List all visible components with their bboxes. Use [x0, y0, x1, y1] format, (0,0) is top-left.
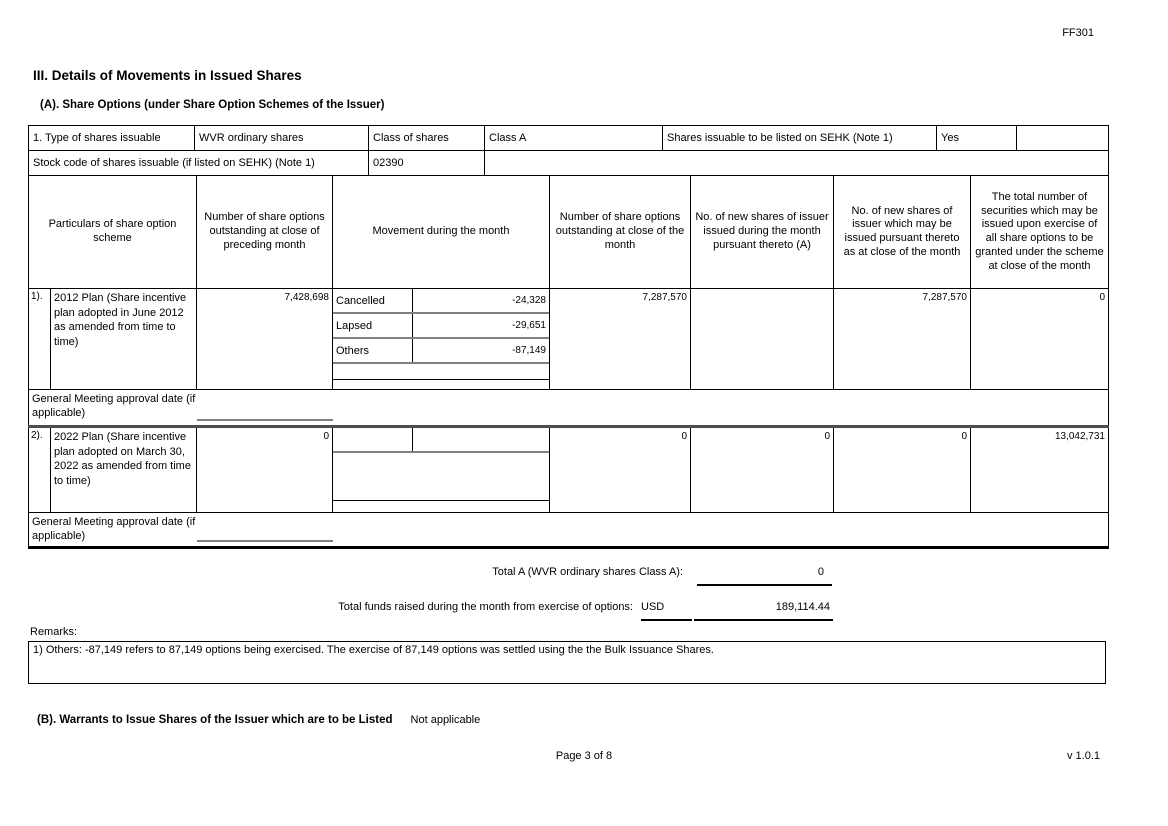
row2-index: 2). [29, 427, 51, 513]
movement-value-others: -87,149 [412, 338, 549, 363]
row1-movement-cell [333, 289, 550, 390]
gm-approval-cell-2 [29, 513, 1109, 548]
header-outstanding-close: Number of share options outstanding at close of the month [550, 176, 691, 289]
subsection-a-title: (A). Share Options (under Share Option Schemes of the Issuer) [40, 99, 385, 111]
row1-scheme-name: 2012 Plan (Share incentive plan adopted in June 2012 as amended from time to time) [51, 289, 197, 390]
total-funds-currency: USD [641, 598, 692, 621]
row1-new-shares-may-issue: 7,287,570 [834, 289, 971, 390]
sehk-listed-label: Shares issuable to be listed on SEHK (Note 1) [663, 126, 937, 151]
gm-approval-blank-line-2 [197, 540, 333, 542]
class-of-shares-label: Class of shares [369, 126, 485, 151]
header-movement: Movement during the month [333, 176, 550, 289]
header-total-securities: The total number of securities which may be issued upon exercise of all share options to be granted under the scheme at close of the month [971, 176, 1109, 289]
scheme-row-2022-plan [29, 427, 1109, 513]
remarks-text: 1) Others: -87,149 refers to 87,149 options being exercised. The exercise of 87,149 options was settled using the the Bulk Issuance Shares. [33, 644, 714, 656]
gm-approval-cell-1 [29, 390, 1109, 427]
row2-total-securities: 13,042,731 [971, 427, 1109, 513]
row2-outstanding-close: 0 [550, 427, 691, 513]
total-funds-amount: 189,114.44 [694, 598, 833, 621]
row2-movement-type-empty [333, 428, 412, 452]
row2-movement-row-empty [333, 428, 549, 452]
total-a-value: 0 [697, 563, 832, 586]
share-issuable-info-table [28, 125, 1109, 176]
movement-value-cancelled: -24,328 [412, 289, 549, 313]
gm-approval-row-2 [29, 513, 1109, 548]
movement-row-cancelled [333, 289, 549, 313]
stock-code-value: 02390 [369, 151, 485, 176]
row2-outstanding-preceding: 0 [197, 427, 333, 513]
movement-type-lapsed: Lapsed [333, 313, 412, 338]
gm-approval-row-1 [29, 390, 1109, 427]
row2-scheme-name: 2022 Plan (Share incentive plan adopted on March 30, 2022 as amended from time to time) [51, 427, 197, 513]
row2-movement-value-empty [412, 428, 549, 452]
info-empty-cell [1017, 126, 1109, 151]
form-code: FF301 [1062, 27, 1094, 39]
class-of-shares-value: Class A [485, 126, 663, 151]
subsection-b-line [37, 714, 480, 726]
row2-new-shares-issued: 0 [691, 427, 834, 513]
row2-movement-subtable [333, 428, 549, 501]
row2-movement-cell [333, 427, 550, 513]
header-new-shares-issued: No. of new shares of issuer issued during the month pursuant thereto (A) [691, 176, 834, 289]
subsection-b-value: Not applicable [410, 714, 481, 726]
row1-outstanding-close: 7,287,570 [550, 289, 691, 390]
share-options-table [28, 175, 1109, 549]
row1-total-securities: 0 [971, 289, 1109, 390]
movement-value-lapsed: -29,651 [412, 313, 549, 338]
movement-type-cancelled: Cancelled [333, 289, 412, 313]
scheme-row-2012-plan [29, 289, 1109, 390]
row1-movement-subtable [333, 289, 549, 380]
remarks-box [28, 641, 1106, 684]
gm-approval-label-2: General Meeting approval date (if applicable) [32, 516, 196, 543]
header-particulars: Particulars of share option scheme [29, 176, 197, 289]
options-header-row [29, 176, 1109, 289]
movement-row-lapsed [333, 313, 549, 338]
header-new-shares-may-issue: No. of new shares of issuer which may be issued pursuant thereto as at close of the month [834, 176, 971, 289]
row1-index: 1). [29, 289, 51, 390]
remarks-label: Remarks: [30, 626, 78, 638]
page-number: Page 3 of 8 [555, 750, 613, 762]
row1-new-shares-issued [691, 289, 834, 390]
form-version: v 1.0.1 [1066, 750, 1100, 762]
section-title: III. Details of Movements in Issued Shares [33, 68, 302, 83]
stock-code-empty-cell [485, 151, 1109, 176]
total-a-label: Total A (WVR ordinary shares Class A): [492, 566, 683, 578]
movement-blank-cell [333, 363, 549, 380]
stock-code-label: Stock code of shares issuable (if listed on SEHK) (Note 1) [29, 151, 369, 176]
row2-movement-blank-cell [333, 452, 549, 501]
movement-row-others [333, 338, 549, 363]
info-row-stock-code [29, 151, 1109, 176]
row2-movement-row-blank [333, 452, 549, 501]
subsection-b-title: (B). Warrants to Issue Shares of the Issuer which are to be Listed [37, 714, 393, 726]
type-of-shares-label: 1. Type of shares issuable [29, 126, 195, 151]
movement-type-others: Others [333, 338, 412, 363]
movement-row-blank [333, 363, 549, 380]
type-of-shares-value: WVR ordinary shares [195, 126, 369, 151]
info-row-type [29, 126, 1109, 151]
row1-outstanding-preceding: 7,428,698 [197, 289, 333, 390]
gm-approval-label-1: General Meeting approval date (if applicable) [32, 393, 196, 420]
sehk-listed-value: Yes [937, 126, 1017, 151]
total-funds-label: Total funds raised during the month from exercise of options: [338, 601, 633, 613]
gm-approval-blank-line-1 [197, 419, 333, 421]
header-outstanding-preceding: Number of share options outstanding at close of preceding month [197, 176, 333, 289]
row2-new-shares-may-issue: 0 [834, 427, 971, 513]
